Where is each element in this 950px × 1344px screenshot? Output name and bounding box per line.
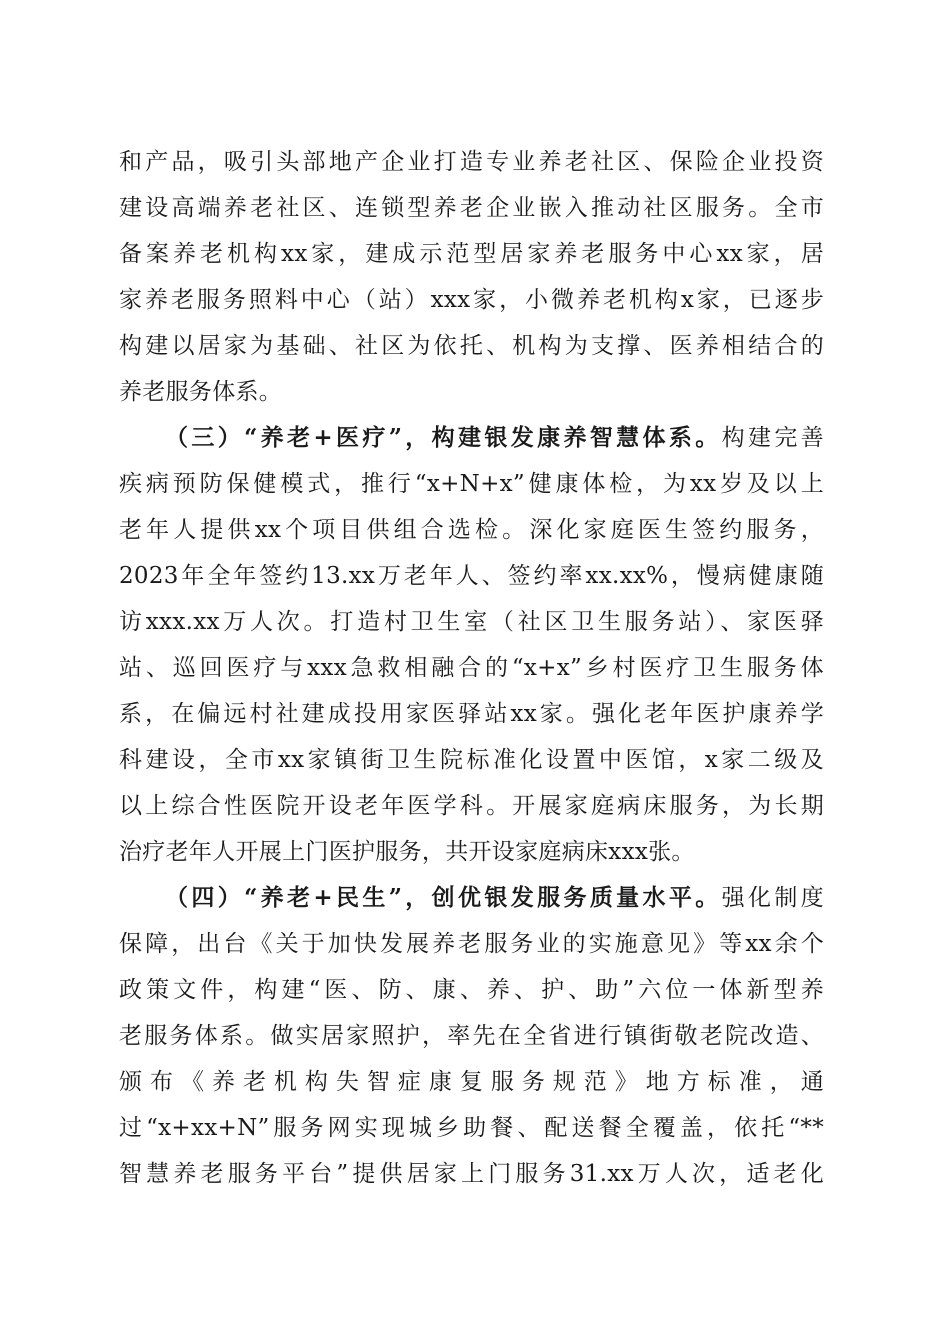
text-line: 构建以居家为基础、社区为依托、机构为支撑、医养相结合的 <box>119 333 824 359</box>
heading-line-rest: 强化制度 <box>721 885 824 911</box>
text-line: 过“x+xx+N”服务网实现城乡助餐、配送餐全覆盖，依托“** <box>119 1115 824 1141</box>
text-line: 老服务体系。做实居家照护，率先在全省进行镇街敬老院改造、 <box>119 1023 824 1049</box>
text-line: 智慧养老服务平台”提供居家上门服务31.xx万人次，适老化 <box>119 1161 824 1187</box>
text-line: 政策文件，构建“医、防、康、养、护、助”六位一体新型养 <box>119 977 824 1003</box>
text-line: 疾病预防保健模式，推行“x+N+x”健康体检，为xx岁及以上 <box>119 471 824 497</box>
heading-line <box>119 415 824 461</box>
text-line: 和产品，吸引头部地产企业打造专业养老社区、保险企业投资 <box>119 149 824 175</box>
section-heading: （四）“养老+民生”，创优银发服务质量水平。 <box>165 884 722 911</box>
section-heading: （三）“养老+医疗”，构建银发康养智慧体系。 <box>165 424 722 451</box>
text-line: 家养老服务照料中心（站）xxx家，小微养老机构x家，已逐步 <box>119 287 824 313</box>
text-line: 老年人提供xx个项目供组合选检。深化家庭医生签约服务， <box>119 517 824 543</box>
heading-line-rest: 构建完善 <box>721 425 824 451</box>
text-line: 科建设，全市xx家镇街卫生院标准化设置中医馆，x家二级及 <box>119 747 824 773</box>
text-line: 系，在偏远村社建成投用家医驿站xx家。强化老年医护康养学 <box>119 701 824 727</box>
text-line: 养老服务体系。 <box>119 379 283 405</box>
document-body <box>119 139 824 1197</box>
text-line: 治疗老年人开展上门医护服务，共开设家庭病床xxx张。 <box>119 839 695 865</box>
paragraph-elderly-care-system <box>119 139 824 415</box>
paragraph-elderly-medical <box>119 415 824 875</box>
paragraph-elderly-livelihood <box>119 875 824 1197</box>
text-line: 访xxx.xx万人次。打造村卫生室（社区卫生服务站）、家医驿 <box>119 609 824 635</box>
text-line: 保障，出台《关于加快发展养老服务业的实施意见》等xx余个 <box>119 931 824 957</box>
heading-line <box>119 875 824 921</box>
text-line: 备案养老机构xx家，建成示范型居家养老服务中心xx家，居 <box>119 241 824 267</box>
text-line: 2023年全年签约13.xx万老年人、签约率xx.xx%，慢病健康随 <box>119 563 824 589</box>
text-line: 以上综合性医院开设老年医学科。开展家庭病床服务，为长期 <box>119 793 824 819</box>
text-line: 颁布《养老机构失智症康复服务规范》地方标准，通 <box>119 1069 824 1095</box>
text-line: 建设高端养老社区、连锁型养老企业嵌入推动社区服务。全市 <box>119 195 824 221</box>
text-line: 站、巡回医疗与xxx急救相融合的“x+x”乡村医疗卫生服务体 <box>119 655 824 681</box>
